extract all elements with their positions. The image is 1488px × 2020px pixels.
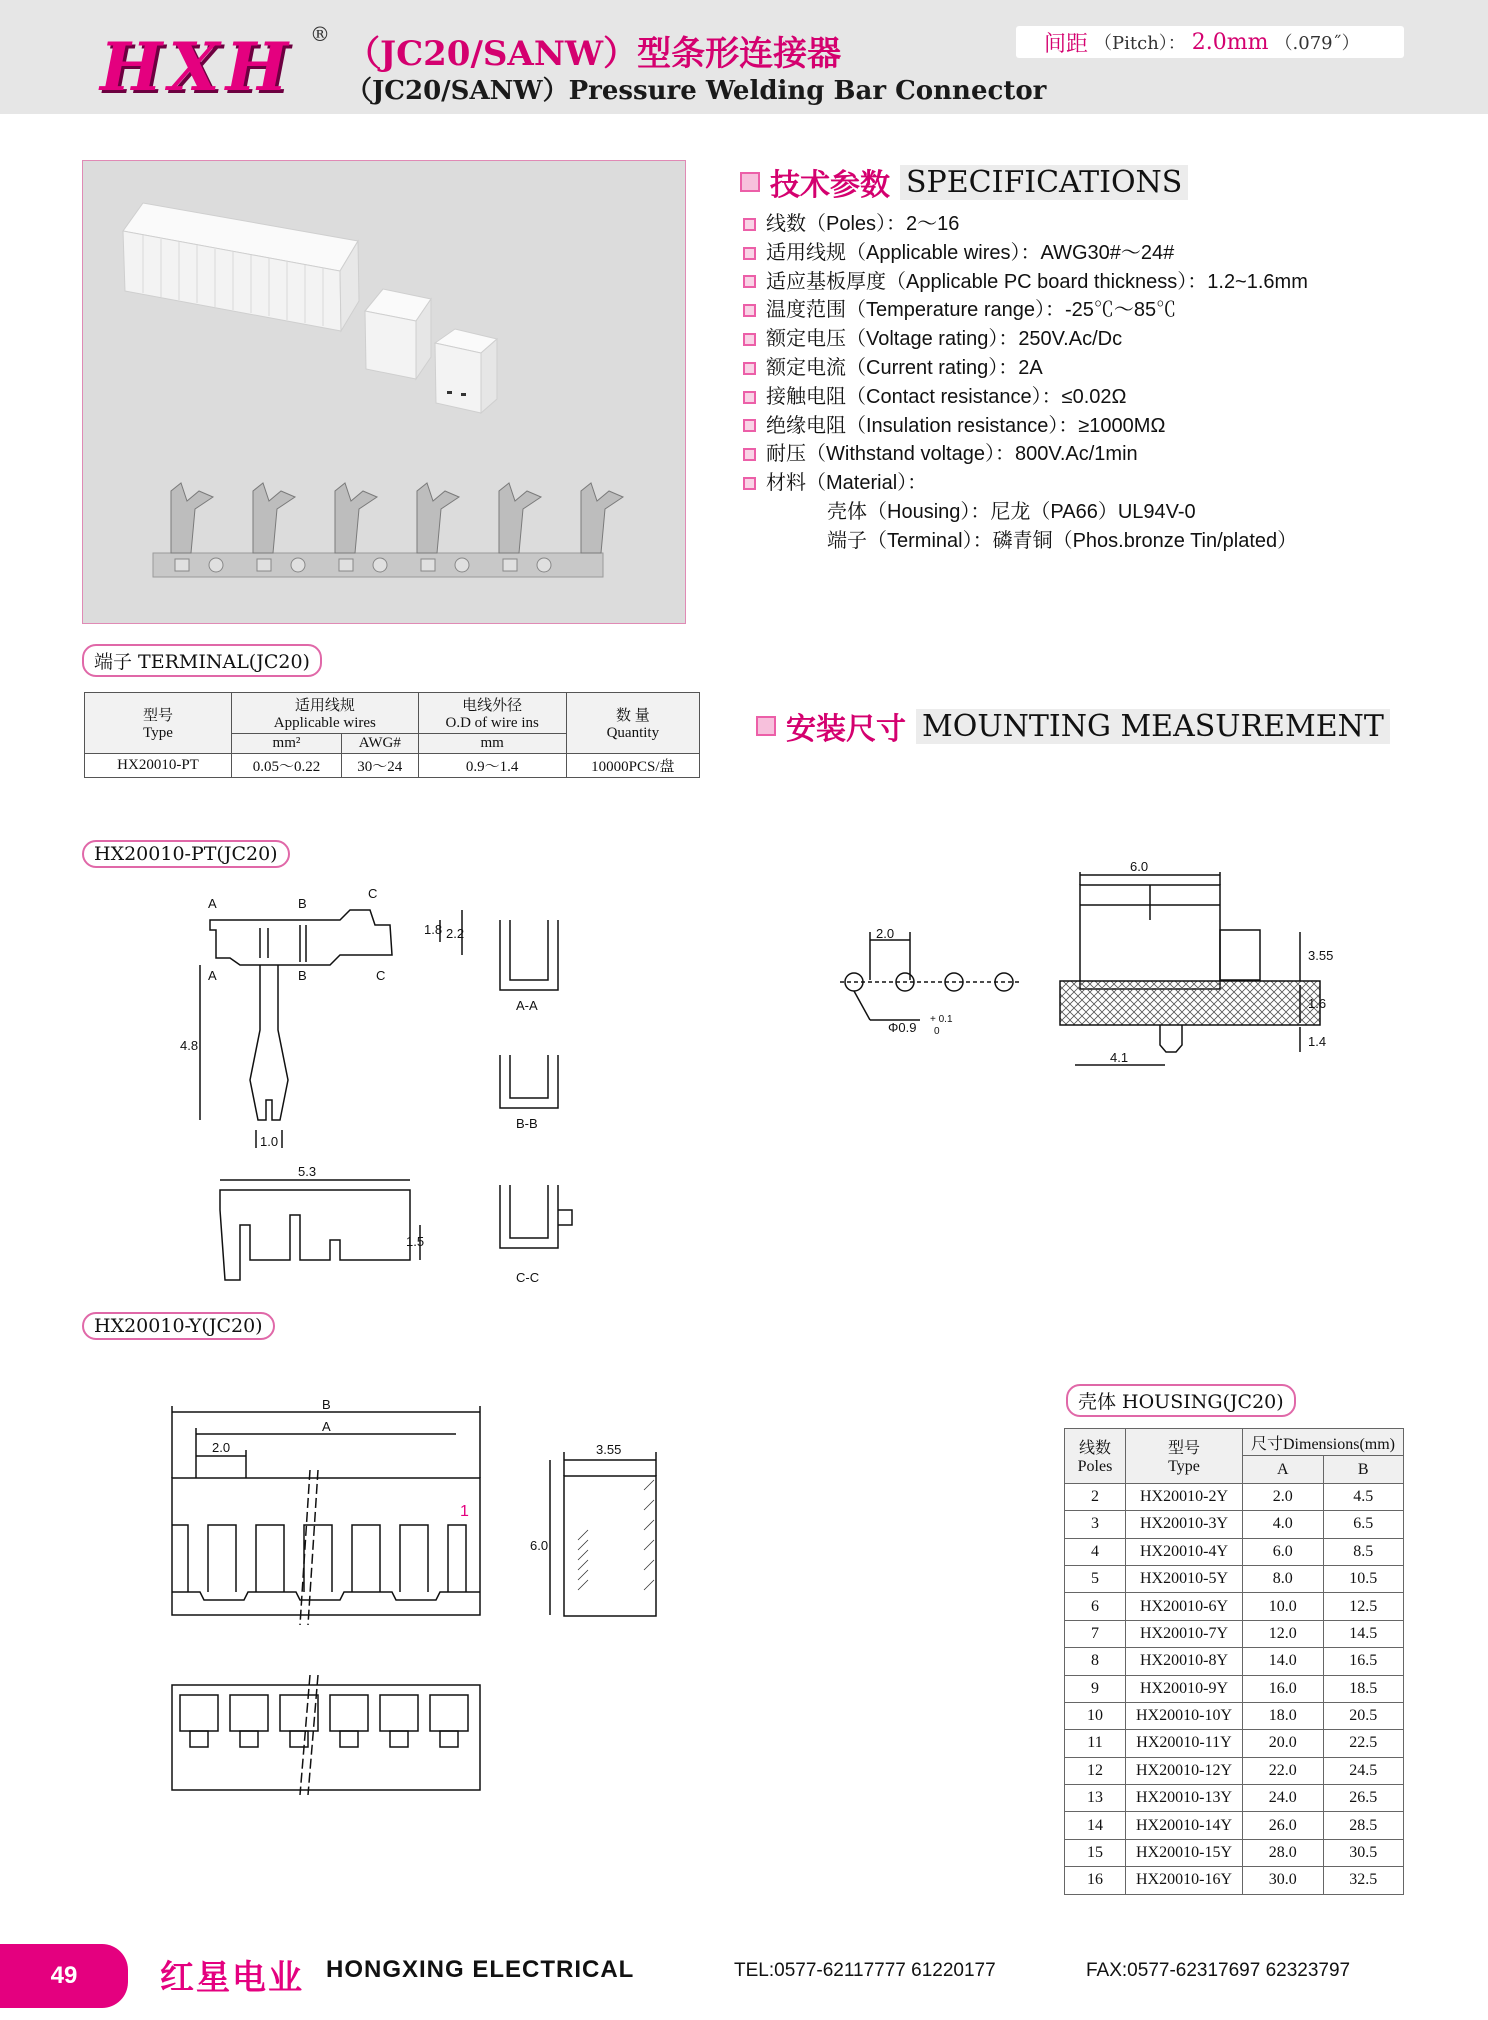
bullet-icon <box>743 448 756 461</box>
table-row <box>1065 1483 1404 1510</box>
cell-a: 12.0 <box>1243 1620 1324 1647</box>
bullet-icon <box>743 333 756 346</box>
table-row <box>1065 1538 1404 1565</box>
pitch-paren: （Pitch）： <box>1094 33 1186 54</box>
spec-list <box>743 210 1308 556</box>
table-row <box>1065 1812 1404 1839</box>
table-row <box>1065 1702 1404 1729</box>
housing-table <box>1064 1428 1404 1895</box>
cell-type: HX20010-14Y <box>1126 1812 1243 1839</box>
product-photo <box>82 160 686 624</box>
cell-type: HX20010-4Y <box>1126 1538 1243 1565</box>
spec-text: 适应基板厚度（Applicable PC board thickness）：1.2~1.6mm <box>766 270 1308 293</box>
table-row <box>1065 1593 1404 1620</box>
cell-a: 6.0 <box>1243 1538 1324 1565</box>
mounting-title-en: MOUNTING MEASUREMENT <box>916 709 1390 744</box>
spec-item <box>743 412 1308 441</box>
spec-title-cn: 技术参数 <box>770 168 890 203</box>
spec-text: 线数（Poles）：2～16 <box>766 213 960 235</box>
bullet-icon <box>743 304 756 317</box>
spec-item <box>743 440 1308 469</box>
spec-item <box>743 239 1308 268</box>
spec-item <box>743 469 1308 498</box>
cell-poles: 15 <box>1065 1839 1126 1866</box>
cell-b: 16.5 <box>1323 1648 1404 1675</box>
cell-type: HX20010-16Y <box>1126 1867 1243 1894</box>
cell-a: 16.0 <box>1243 1675 1324 1702</box>
housing-dim-6-0: 6.0 <box>530 1538 549 1553</box>
cell-a: 28.0 <box>1243 1839 1324 1866</box>
spec-material-housing: 壳体（Housing）：尼龙（PA66）UL94V-0 <box>827 500 1196 523</box>
cell-poles: 14 <box>1065 1812 1126 1839</box>
bullet-icon <box>743 362 756 375</box>
cell-type: HX20010-12Y <box>1126 1757 1243 1784</box>
label-c-top: C <box>368 886 378 901</box>
mount-dim-3-55: 3.55 <box>1308 948 1334 963</box>
connector-illustration <box>83 161 685 623</box>
brand-name-en: HONGXING ELECTRICAL <box>326 1956 635 1983</box>
table-row <box>1065 1511 1404 1538</box>
bullet-icon <box>743 477 756 490</box>
label-b-top: B <box>298 896 307 911</box>
label-a-bottom: A <box>208 968 217 983</box>
spec-text: 耐压（Withstand voltage）：800V.Ac/1min <box>766 443 1138 466</box>
bullet-icon <box>743 247 756 260</box>
title-chinese: （JC20/SANW）型条形连接器 <box>346 34 842 74</box>
th-type: 型号 Type <box>85 693 232 754</box>
telephone: TEL:0577-62117777 61220177 <box>734 1960 996 1981</box>
cell-poles: 16 <box>1065 1867 1126 1894</box>
cell-poles: 12 <box>1065 1757 1126 1784</box>
cell-poles: 6 <box>1065 1593 1126 1620</box>
spec-item <box>743 325 1308 354</box>
cell-awg: 30～24 <box>341 754 418 778</box>
spec-text: 额定电流（Current rating）：2A <box>766 356 1043 379</box>
cell-type: HX20010-11Y <box>1126 1730 1243 1757</box>
y-drawing-label: HX20010-Y(JC20) <box>82 1312 275 1340</box>
spec-title-en: SPECIFICATIONS <box>900 165 1188 200</box>
th-quantity: 数 量 Quantity <box>566 693 699 754</box>
th-dimensions: 尺寸Dimensions(mm) <box>1243 1429 1404 1456</box>
cell-type: HX20010-10Y <box>1126 1702 1243 1729</box>
label-b-bottom: B <box>298 968 307 983</box>
cell-b: 12.5 <box>1323 1593 1404 1620</box>
cell-b: 24.5 <box>1323 1757 1404 1784</box>
table-row <box>1065 1648 1404 1675</box>
cell-a: 14.0 <box>1243 1648 1324 1675</box>
label-c-bottom: C <box>376 968 386 983</box>
cell-a: 26.0 <box>1243 1812 1324 1839</box>
cell-type: HX20010-7Y <box>1126 1620 1243 1647</box>
pt-drawing-label: HX20010-PT(JC20) <box>82 840 290 868</box>
cell-b: 20.5 <box>1323 1702 1404 1729</box>
cell-type: HX20010-8Y <box>1126 1648 1243 1675</box>
brand-name-cn: 红星电业 <box>160 1958 304 1998</box>
cell-b: 18.5 <box>1323 1675 1404 1702</box>
cell-a: 20.0 <box>1243 1730 1324 1757</box>
pin-1-marker: 1 <box>460 1503 469 1520</box>
cell-a: 18.0 <box>1243 1702 1324 1729</box>
spec-text: 绝缘电阻（Insulation resistance）：≥1000MΩ <box>766 414 1166 437</box>
bullet-icon <box>743 391 756 404</box>
cell-a: 22.0 <box>1243 1757 1324 1784</box>
housing-dim-3-55: 3.55 <box>596 1442 622 1457</box>
spec-text: 接触电阻（Contact resistance）：≤0.02Ω <box>766 385 1127 408</box>
spec-material-terminal: 端子（Terminal）：磷青铜（Phos.bronze Tin/plated） <box>827 529 1298 552</box>
cell-type: HX20010-PT <box>85 754 232 778</box>
section-b-b: B-B <box>516 1116 538 1131</box>
cell-od: 0.9～1.4 <box>418 754 566 778</box>
th-wires: 适用线规 Applicable wires <box>232 693 419 734</box>
bullet-icon <box>743 218 756 231</box>
cell-poles: 10 <box>1065 1702 1126 1729</box>
table-row <box>1065 1785 1404 1812</box>
table-row <box>1065 1730 1404 1757</box>
cell-poles: 4 <box>1065 1538 1126 1565</box>
bullet-square-icon <box>756 716 776 736</box>
mounting-title-cn: 安装尺寸 <box>786 712 906 747</box>
cell-b: 26.5 <box>1323 1785 1404 1812</box>
spec-text: 额定电压（Voltage rating）：250V.Ac/Dc <box>766 328 1123 351</box>
pitch-label: 间距 <box>1044 31 1089 57</box>
cell-type: HX20010-6Y <box>1126 1593 1243 1620</box>
housing-dim-a: A <box>322 1419 331 1434</box>
th-b: B <box>1323 1456 1404 1483</box>
cell-poles: 5 <box>1065 1565 1126 1592</box>
mount-dim-1-4: 1.4 <box>1308 1034 1327 1049</box>
housing-drawing <box>160 1400 680 1800</box>
dim-2-2: 2.2 <box>446 926 465 941</box>
housing-dim-b: B <box>322 1400 331 1412</box>
cell-b: 32.5 <box>1323 1867 1404 1894</box>
th-poles: 线数 Poles <box>1065 1429 1126 1484</box>
cell-b: 6.5 <box>1323 1511 1404 1538</box>
table-row <box>1065 1675 1404 1702</box>
spec-item <box>743 383 1308 412</box>
cell-qty: 10000PCS/盘 <box>566 754 699 778</box>
mount-tolerance-zero: 0 <box>934 1026 940 1037</box>
cell-poles: 3 <box>1065 1511 1126 1538</box>
cell-a: 2.0 <box>1243 1483 1324 1510</box>
dim-1-8: 1.8 <box>424 922 443 937</box>
terminal-label: 端子 TERMINAL(JC20) <box>82 644 322 677</box>
terminal-drawing <box>180 880 620 1300</box>
label-a-top: A <box>208 896 217 911</box>
cell-b: 22.5 <box>1323 1730 1404 1757</box>
cell-poles: 7 <box>1065 1620 1126 1647</box>
dim-1-5: 1.5 <box>406 1234 425 1249</box>
housing-dim-2-0: 2.0 <box>212 1440 231 1455</box>
cell-type: HX20010-13Y <box>1126 1785 1243 1812</box>
spec-text: 温度范围（Temperature range）：-25℃～85℃ <box>766 299 1177 322</box>
cell-poles: 11 <box>1065 1730 1126 1757</box>
cell-type: HX20010-2Y <box>1126 1483 1243 1510</box>
title-english: （JC20/SANW）Pressure Welding Bar Connector <box>346 76 1047 106</box>
cell-b: 8.5 <box>1323 1538 1404 1565</box>
th-od: 电线外径 O.D of wire ins <box>418 693 566 734</box>
spec-text: 材料（Material）： <box>766 472 928 495</box>
cell-b: 30.5 <box>1323 1839 1404 1866</box>
fax: FAX:0577-62317697 62323797 <box>1086 1960 1351 1981</box>
pitch-box <box>1016 26 1404 58</box>
cell-poles: 2 <box>1065 1483 1126 1510</box>
cell-b: 14.5 <box>1323 1620 1404 1647</box>
cell-a: 8.0 <box>1243 1565 1324 1592</box>
table-row <box>1065 1839 1404 1866</box>
mounting-drawing <box>830 860 1350 1090</box>
th-mm: mm <box>418 734 566 754</box>
bullet-square-icon <box>740 172 760 192</box>
th-awg: AWG# <box>341 734 418 754</box>
pitch-inch: （.079˝） <box>1274 33 1360 54</box>
spec-item <box>743 296 1308 325</box>
spec-text: 适用线规（Applicable wires）：AWG30#～24# <box>766 241 1175 264</box>
table-row <box>85 754 700 778</box>
dim-5-3: 5.3 <box>298 1164 317 1179</box>
mount-tolerance-plus: + 0.1 <box>930 1014 953 1025</box>
cell-poles: 9 <box>1065 1675 1126 1702</box>
cell-type: HX20010-3Y <box>1126 1511 1243 1538</box>
cell-mm2: 0.05～0.22 <box>232 754 342 778</box>
th-mm2: mm² <box>232 734 342 754</box>
housing-rows <box>1065 1483 1404 1894</box>
cell-type: HX20010-9Y <box>1126 1675 1243 1702</box>
mount-dim-4-1: 4.1 <box>1110 1050 1129 1065</box>
cell-b: 28.5 <box>1323 1812 1404 1839</box>
table-row <box>1065 1757 1404 1784</box>
cell-a: 30.0 <box>1243 1867 1324 1894</box>
th-a: A <box>1243 1456 1324 1483</box>
table-row <box>1065 1565 1404 1592</box>
cell-a: 24.0 <box>1243 1785 1324 1812</box>
section-c-c: C-C <box>516 1270 540 1285</box>
spec-item <box>743 210 1308 239</box>
mount-dim-6-0: 6.0 <box>1130 860 1149 874</box>
page-number: 49 <box>0 1944 128 2008</box>
specifications-heading <box>740 160 1188 204</box>
cell-b: 10.5 <box>1323 1565 1404 1592</box>
registered-mark: ® <box>310 22 330 46</box>
bullet-icon <box>743 419 756 432</box>
spec-item <box>743 268 1308 297</box>
section-a-a: A-A <box>516 998 538 1013</box>
cell-type: HX20010-15Y <box>1126 1839 1243 1866</box>
pitch-value: 2.0mm <box>1191 29 1269 55</box>
th-housing-type: 型号 Type <box>1126 1429 1243 1484</box>
mount-hole-diameter: Φ0.9 <box>888 1020 917 1035</box>
cell-b: 4.5 <box>1323 1483 1404 1510</box>
mount-dim-2-0: 2.0 <box>876 926 895 941</box>
brand-logo: HXH <box>100 28 294 106</box>
mount-dim-1-6: 1.6 <box>1308 996 1327 1011</box>
dim-4-8: 4.8 <box>180 1038 199 1053</box>
cell-type: HX20010-5Y <box>1126 1565 1243 1592</box>
cell-a: 10.0 <box>1243 1593 1324 1620</box>
mounting-heading <box>756 704 1390 748</box>
cell-poles: 8 <box>1065 1648 1126 1675</box>
cell-poles: 13 <box>1065 1785 1126 1812</box>
terminal-table <box>84 692 700 778</box>
housing-label: 壳体 HOUSING(JC20) <box>1066 1384 1296 1417</box>
bullet-icon <box>743 275 756 288</box>
cell-a: 4.0 <box>1243 1511 1324 1538</box>
table-row <box>1065 1867 1404 1894</box>
spec-item <box>743 354 1308 383</box>
dim-1-0: 1.0 <box>260 1134 279 1149</box>
table-row <box>1065 1620 1404 1647</box>
